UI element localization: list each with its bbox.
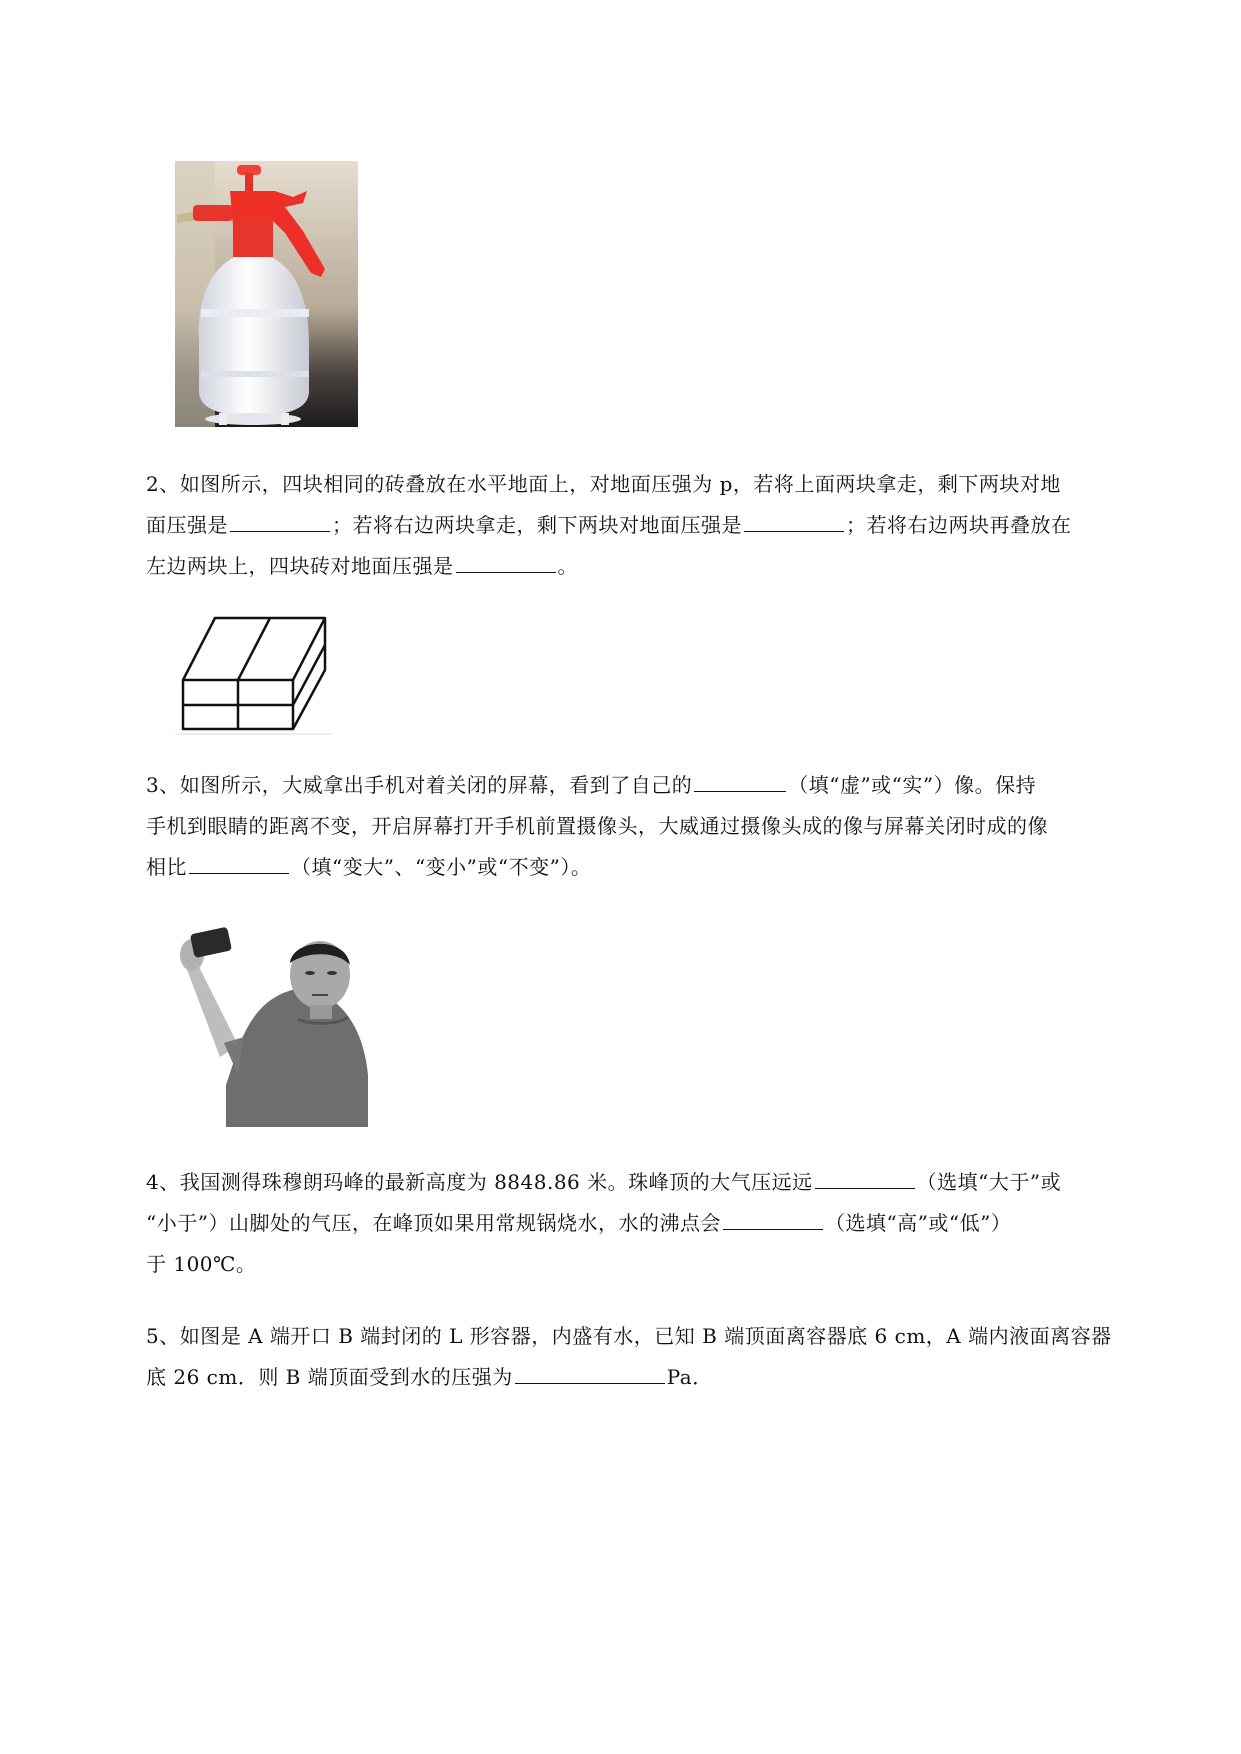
answer-blank[interactable] — [230, 505, 330, 532]
q5-line-2 — [146, 1357, 1156, 1398]
answer-blank[interactable] — [815, 1162, 915, 1189]
q3-line-2: 手机到眼睛的距离不变，开启屏幕打开手机前置摄像头，大威通过摄像头成的像与屏幕关闭时成的像 — [146, 814, 1048, 838]
q4-text: （选填“高”或“低”） — [824, 1211, 1012, 1235]
q4-line-3: 于 100℃。 — [146, 1252, 257, 1276]
q3-text: 相比 — [146, 855, 187, 879]
q3-text: 3、如图所示，大威拿出手机对着关闭的屏幕，看到了自己的 — [146, 773, 693, 797]
q2-line-2 — [146, 505, 1156, 546]
question-4 — [146, 1162, 1156, 1285]
q2-text: 面压强是 — [146, 513, 228, 537]
q2-text: ；若将右边两块拿走，剩下两块对地面压强是 — [332, 513, 742, 537]
q4-text: “小于”）山脚处的气压，在峰顶如果用常规锅烧水，水的沸点会 — [146, 1211, 721, 1235]
q3-line-1 — [146, 765, 1156, 806]
q5-line-1: 5、如图是 A 端开口 B 端封闭的 L 形容器，内盛有水，已知 B 端顶面离容器底 6 cm，A 端内液面离容器 — [146, 1324, 1112, 1348]
q2-text: 左边两块上，四块砖对地面压强是 — [146, 554, 454, 578]
answer-blank[interactable] — [723, 1203, 823, 1230]
answer-blank[interactable] — [744, 505, 844, 532]
q4-text: （选填“大于”或 — [916, 1170, 1062, 1194]
bricks-diagram — [175, 612, 333, 736]
q3-text: （填“变大”、“变小”或“不变”）。 — [291, 855, 592, 879]
answer-blank[interactable] — [189, 847, 289, 874]
answer-blank[interactable] — [515, 1357, 665, 1384]
q4-line-2 — [146, 1203, 1156, 1244]
answer-blank[interactable] — [456, 546, 556, 573]
q3-text: （填“虚”或“实”）像。保持 — [788, 773, 1037, 797]
answer-blank[interactable] — [694, 765, 786, 792]
q3-line-3 — [146, 847, 1156, 888]
question-3 — [146, 765, 1156, 888]
q4-line-1 — [146, 1162, 1156, 1203]
q2-text: 。 — [557, 554, 578, 578]
q5-text: Pa． — [666, 1365, 713, 1389]
q2-line-1: 2、如图所示，四块相同的砖叠放在水平地面上，对地面压强为 p，若将上面两块拿走，剩下两块对地 — [146, 472, 1061, 496]
spray-bottle-image — [175, 161, 358, 427]
q2-line-3 — [146, 546, 1156, 587]
question-2 — [146, 464, 1156, 587]
question-5 — [146, 1316, 1156, 1398]
selfie-person-image — [178, 925, 384, 1127]
q2-text: ；若将右边两块再叠放在 — [846, 513, 1072, 537]
q4-text: 4、我国测得珠穆朗玛峰的最新高度为 8848.86 米。珠峰顶的大气压远远 — [146, 1170, 813, 1194]
q5-text: 底 26 cm．则 B 端顶面受到水的压强为 — [146, 1365, 513, 1389]
